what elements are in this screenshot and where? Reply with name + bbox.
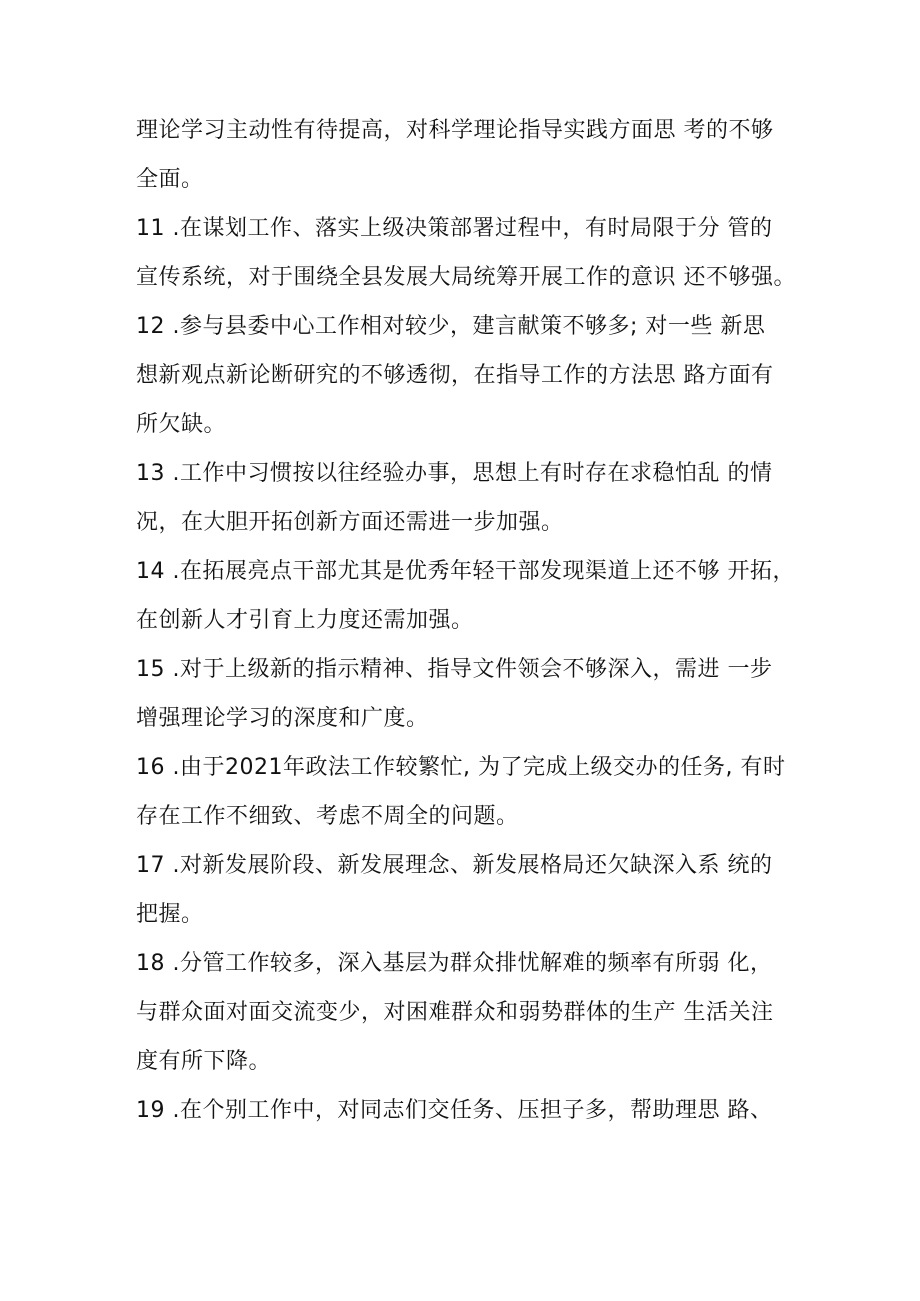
list-item-12-line: 12 .参与县委中心工作相对较少，建言献策不够多; 对一些 新思 xyxy=(136,314,766,339)
list-item-11-line: 11 .在谋划工作、落实上级决策部署过程中，有时局限于分 管的 xyxy=(136,216,773,241)
text-line: 在创新人才引育上力度还需加强。 xyxy=(136,608,474,633)
list-item-13-line: 13 .工作中习惯按以往经验办事，思想上有时存在求稳怕乱 的情 xyxy=(136,461,773,486)
list-item-15-line: 15 .对于上级新的指示精神、指导文件领会不够深入，需进 一步 xyxy=(136,657,773,682)
text-line: 理论学习主动性有待提高，对科学理论指导实践方面思 考的不够 xyxy=(136,118,774,143)
list-item-16-line: 16 .由于2021年政法工作较繁忙, 为了完成上级交办的任务, 有时 xyxy=(136,755,786,780)
text-line: 把握。 xyxy=(136,902,204,927)
text-line: 增强理论学习的深度和广度。 xyxy=(136,706,429,731)
list-item-19-line: 19 .在个别工作中，对同志们交任务、压担子多，帮助理思 路、 xyxy=(136,1098,773,1123)
text-line: 存在工作不细致、考虑不周全的问题。 xyxy=(136,804,519,829)
text-line: 度有所下降。 xyxy=(136,1049,272,1074)
text-line: 全面。 xyxy=(136,167,204,192)
list-item-18-line: 18 .分管工作较多，深入基层为群众排忧解难的频率有所弱 化， xyxy=(136,951,773,976)
text-line: 想新观点新论断研究的不够透彻，在指导工作的方法思 路方面有 xyxy=(136,363,774,388)
text-line: 宣传系统，对于围绕全县发展大局统筹开展工作的意识 还不够强。 xyxy=(136,265,796,290)
text-line: 所欠缺。 xyxy=(136,412,227,437)
text-line: 与群众面对面交流变少，对困难群众和弱势群体的生产 生活关注 xyxy=(136,1000,774,1025)
text-line: 况，在大胆开拓创新方面还需进一步加强。 xyxy=(136,510,564,535)
list-item-17-line: 17 .对新发展阶段、新发展理念、新发展格局还欠缺深入系 统的 xyxy=(136,853,773,878)
document-body xyxy=(136,106,806,1135)
list-item-14-line: 14 .在拓展亮点干部尤其是优秀年轻干部发现渠道上还不够 开拓， xyxy=(136,559,795,584)
